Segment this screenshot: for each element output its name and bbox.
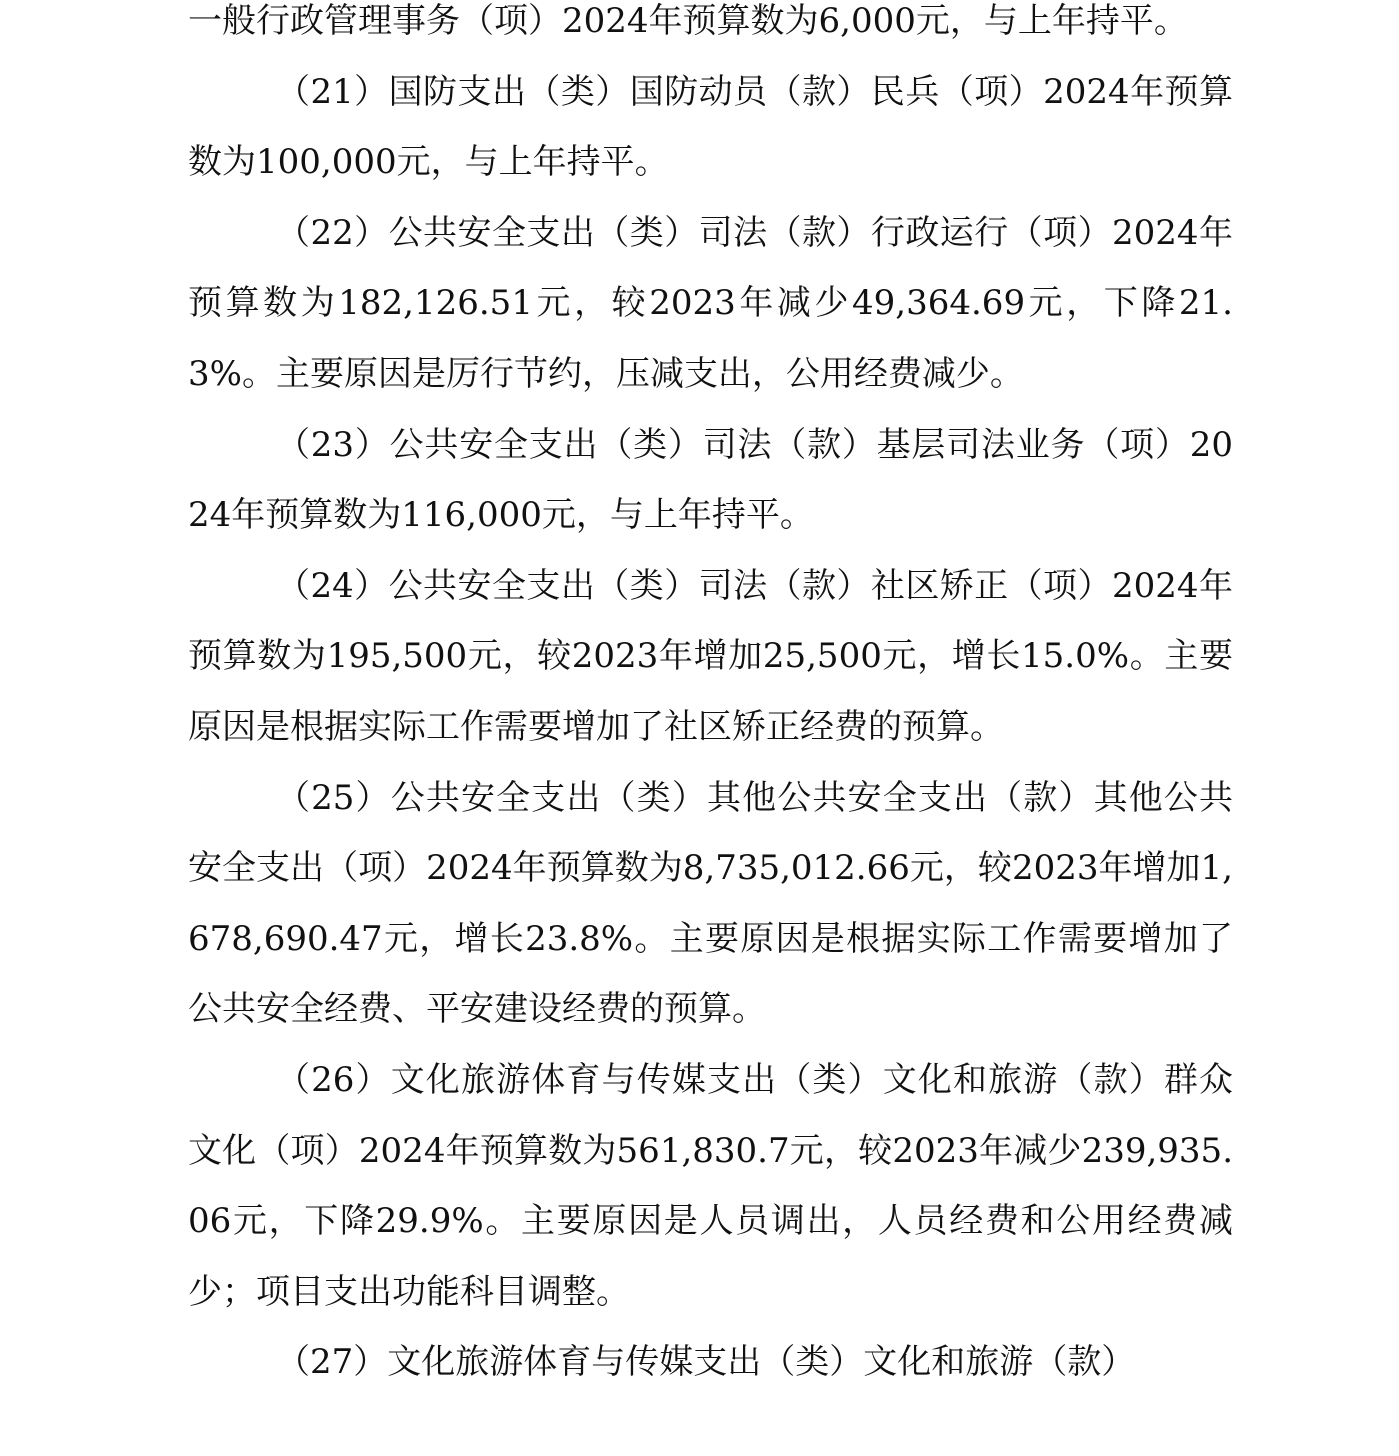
- document-page: [188, 0, 1233, 1398]
- paragraph-26-mass-culture: （26）文化旅游体育与传媒支出（类）文化和旅游（款）群众文化（项）2024年预算数为561,830.7元，较2023年减少239,935.06元，下降29.9%。主要原因是人员调出，人员经费和公用经费减少；项目支出功能科目调整。: [188, 1059, 1233, 1312]
- paragraph-23-grassroots-judicial: （23）公共安全支出（类）司法（款）基层司法业务（项）2024年预算数为116,000元，与上年持平。: [188, 424, 1233, 536]
- paragraph-27-culture-tourism: （27）文化旅游体育与传媒支出（类）文化和旅游（款）: [276, 1342, 1136, 1383]
- paragraph-22-admin-operation: （22）公共安全支出（类）司法（款）行政运行（项）2024年预算数为182,126.51元，较2023年减少49,364.69元，下降21.3%。主要原因是厉行节约，压减支出，公用经费减少。: [188, 212, 1233, 394]
- paragraph-24-community-correction: （24）公共安全支出（类）司法（款）社区矫正（项）2024年预算数为195,500元，较2023年增加25,500元，增长15.0%。主要原因是根据实际工作需要增加了社区矫正经费的预算。: [188, 565, 1233, 747]
- paragraph-21-militia: （21）国防支出（类）国防动员（款）民兵（项）2024年预算数为100,000元，与上年持平。: [188, 71, 1233, 183]
- paragraph-25-other-public-security: （25）公共安全支出（类）其他公共安全支出（款）其他公共安全支出（项）2024年预算数为8,735,012.66元，较2023年增加1,678,690.47元，增长23.8%。主要原因是根据实际工作需要增加了公共安全经费、平安建设经费的预算。: [188, 777, 1233, 1030]
- paragraph-admin-affairs: 一般行政管理事务（项）2024年预算数为6,000元，与上年持平。: [188, 1, 1188, 41]
